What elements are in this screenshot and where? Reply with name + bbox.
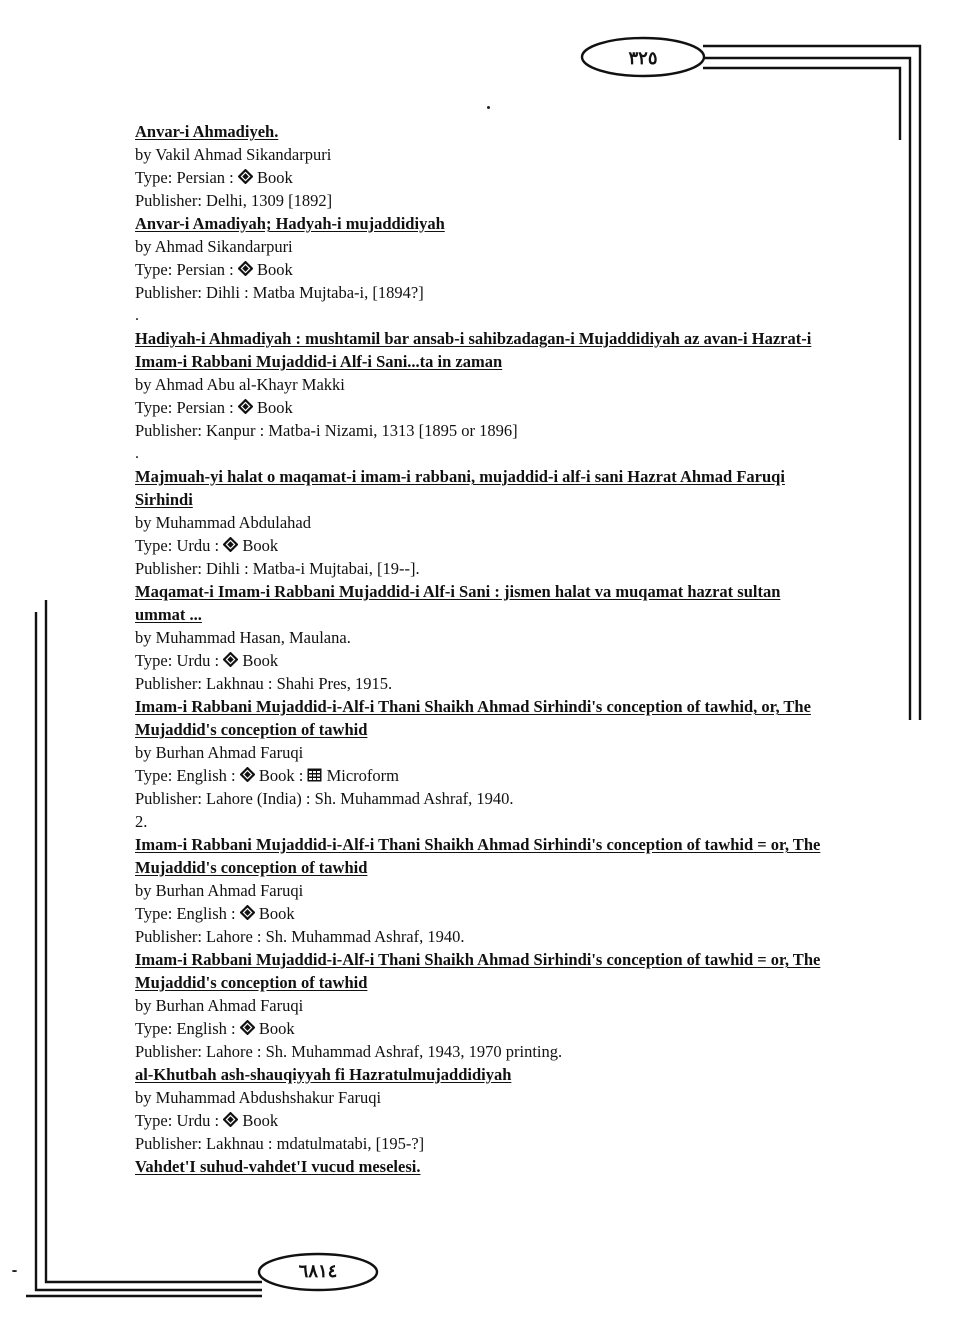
entry-publisher: Publisher: Lakhnau : mdatulmatabi, [195-?] [135,1134,425,1153]
entry-publisher: Publisher: Lahore (India) : Sh. Muhammad Ashraf, 1940. [135,789,514,808]
entry-type-label: Type: Urdu : [135,651,224,670]
entry-type [135,166,835,189]
entry-format: Book [258,1019,295,1038]
entry-format: Book [258,766,295,785]
entry-publisher: Publisher: Lakhnau : Shahi Pres, 1915. [135,674,393,693]
book-icon [240,905,255,920]
microform-icon [307,768,322,782]
catalog-entry [135,833,835,948]
entry-title[interactable]: Imam-i Rabbani Mujaddid-i-Alf-i Thani Shaikh Ahmad Sirhindi's conception of tawhid = or, The Mujaddid's conception of tawhid [135,950,821,992]
entry-type-label: Type: English : [135,904,240,923]
catalog-entry [135,304,835,442]
page-number-top: ٣٢٥ [628,48,658,69]
entry-type [135,396,835,419]
entry-format: Book [242,651,279,670]
entry-type: Type: English : Book : Microform [135,766,399,785]
entry-publisher: Publisher: Kanpur : Matba-i Nizami, 1313 [1895 or 1896] [135,421,518,440]
entry-title[interactable]: Imam-i Rabbani Mujaddid-i-Alf-i Thani Shaikh Ahmad Sirhindi's conception of tawhid = or, The Mujaddid's conception of tawhid [135,835,821,877]
entry-trailing: 2. [135,812,148,831]
entry-publisher: Publisher: Lahore : Sh. Muhammad Ashraf, 1940. [135,927,465,946]
book-icon [238,399,253,414]
entry-author: by Muhammad Abdulahad [135,513,311,532]
entry-format: Book [242,1111,279,1130]
entry-format: Book [257,168,293,187]
book-icon [223,537,238,552]
catalog-entry [135,695,835,833]
page-number-bottom: ٦٨١٤ [298,1261,338,1282]
entry-author: by Burhan Ahmad Faruqi [135,881,304,900]
entry-type [135,1109,835,1132]
catalog-entry [135,580,835,695]
entry-title[interactable]: Vahdet'I suhud-vahdet'I vucud meselesi. [135,1157,421,1176]
entry-publisher: Publisher: Lahore : Sh. Muhammad Ashraf, 1943, 1970 printing. [135,1042,563,1061]
stray-mark [487,106,490,109]
book-icon [238,169,253,184]
entry-type-label: Type: Persian : [135,260,238,279]
book-icon [223,1112,238,1127]
entry-type [135,258,835,281]
entry-type-label: Type: Urdu : [135,536,224,555]
entry-format: Book [257,260,293,279]
entry-title[interactable]: Hadiyah-i Ahmadiyah : mushtamil bar ansab-i sahibzadagan-i Mujaddidiyah az avan-i Hazrat-i Imam-i Rabbani Mujaddid-i Alf-i Sani...ta in zaman [135,329,812,371]
entry-title[interactable]: Majmuah-yi halat o maqamat-i imam-i rabbani, mujaddid-i alf-i sani Hazrat Ahmad Faruqi Sirhindi [135,467,785,509]
catalog-entry [135,948,835,1063]
entry-separator: . [135,307,139,324]
entry-author: by Muhammad Abdushshakur Faruqi [135,1088,382,1107]
entry-type [135,649,835,672]
entry-format-2: Microform [326,766,399,785]
entry-type [135,902,835,925]
catalog-entry [135,1063,835,1155]
entry-format: Book [257,398,293,417]
entry-publisher: Publisher: Dihli : Matba Mujtaba-i, [1894?] [135,283,424,302]
catalog-listing [135,120,835,1178]
catalog-entry [135,120,835,212]
entry-type [135,534,835,557]
entry-title[interactable]: Anvar-i Ahmadiyeh. [135,122,279,141]
entry-author: by Burhan Ahmad Faruqi [135,996,304,1015]
entry-publisher: Publisher: Dihli : Matba-i Mujtabai, [19--]. [135,559,420,578]
stray-mark [12,1270,17,1272]
entry-separator: . [135,445,139,462]
entry-title[interactable]: Maqamat-i Imam-i Rabbani Mujaddid-i Alf-i Sani : jismen halat va muqamat hazrat sultan ummat ... [135,582,781,624]
entry-type-label: Type: Urdu : [135,1111,224,1130]
catalog-entry [135,1155,835,1178]
entry-title[interactable]: Anvar-i Amadiyah; Hadyah-i mujaddidiyah [135,214,445,233]
book-icon [238,261,253,276]
entry-type-label: Type: English : [135,1019,240,1038]
entry-format: Book [242,536,279,555]
entry-type-label: Type: English : [135,766,240,785]
entry-format: Book [258,904,295,923]
book-icon [240,1020,255,1035]
catalog-entry [135,212,835,304]
entry-title[interactable]: al-Khutbah ash-shauqiyyah fi Hazratulmujaddidiyah [135,1065,512,1084]
entry-title[interactable]: Imam-i Rabbani Mujaddid-i-Alf-i Thani Shaikh Ahmad Sirhindi's conception of tawhid, or, The Mujaddid's conception of tawhid [135,697,811,739]
entry-author: by Ahmad Abu al-Khayr Makki [135,375,345,394]
book-icon [223,652,238,667]
book-icon [240,767,255,782]
entry-type-label: Type: Persian : [135,398,238,417]
entry-author: by Muhammad Hasan, Maulana. [135,628,351,647]
entry-type-label: Type: Persian : [135,168,238,187]
entry-author: by Burhan Ahmad Faruqi [135,743,304,762]
entry-author: by Ahmad Sikandarpuri [135,237,293,256]
catalog-entry [135,442,835,580]
entry-author: by Vakil Ahmad Sikandarpuri [135,145,332,164]
entry-publisher: Publisher: Delhi, 1309 [1892] [135,191,333,210]
entry-type [135,1017,835,1040]
